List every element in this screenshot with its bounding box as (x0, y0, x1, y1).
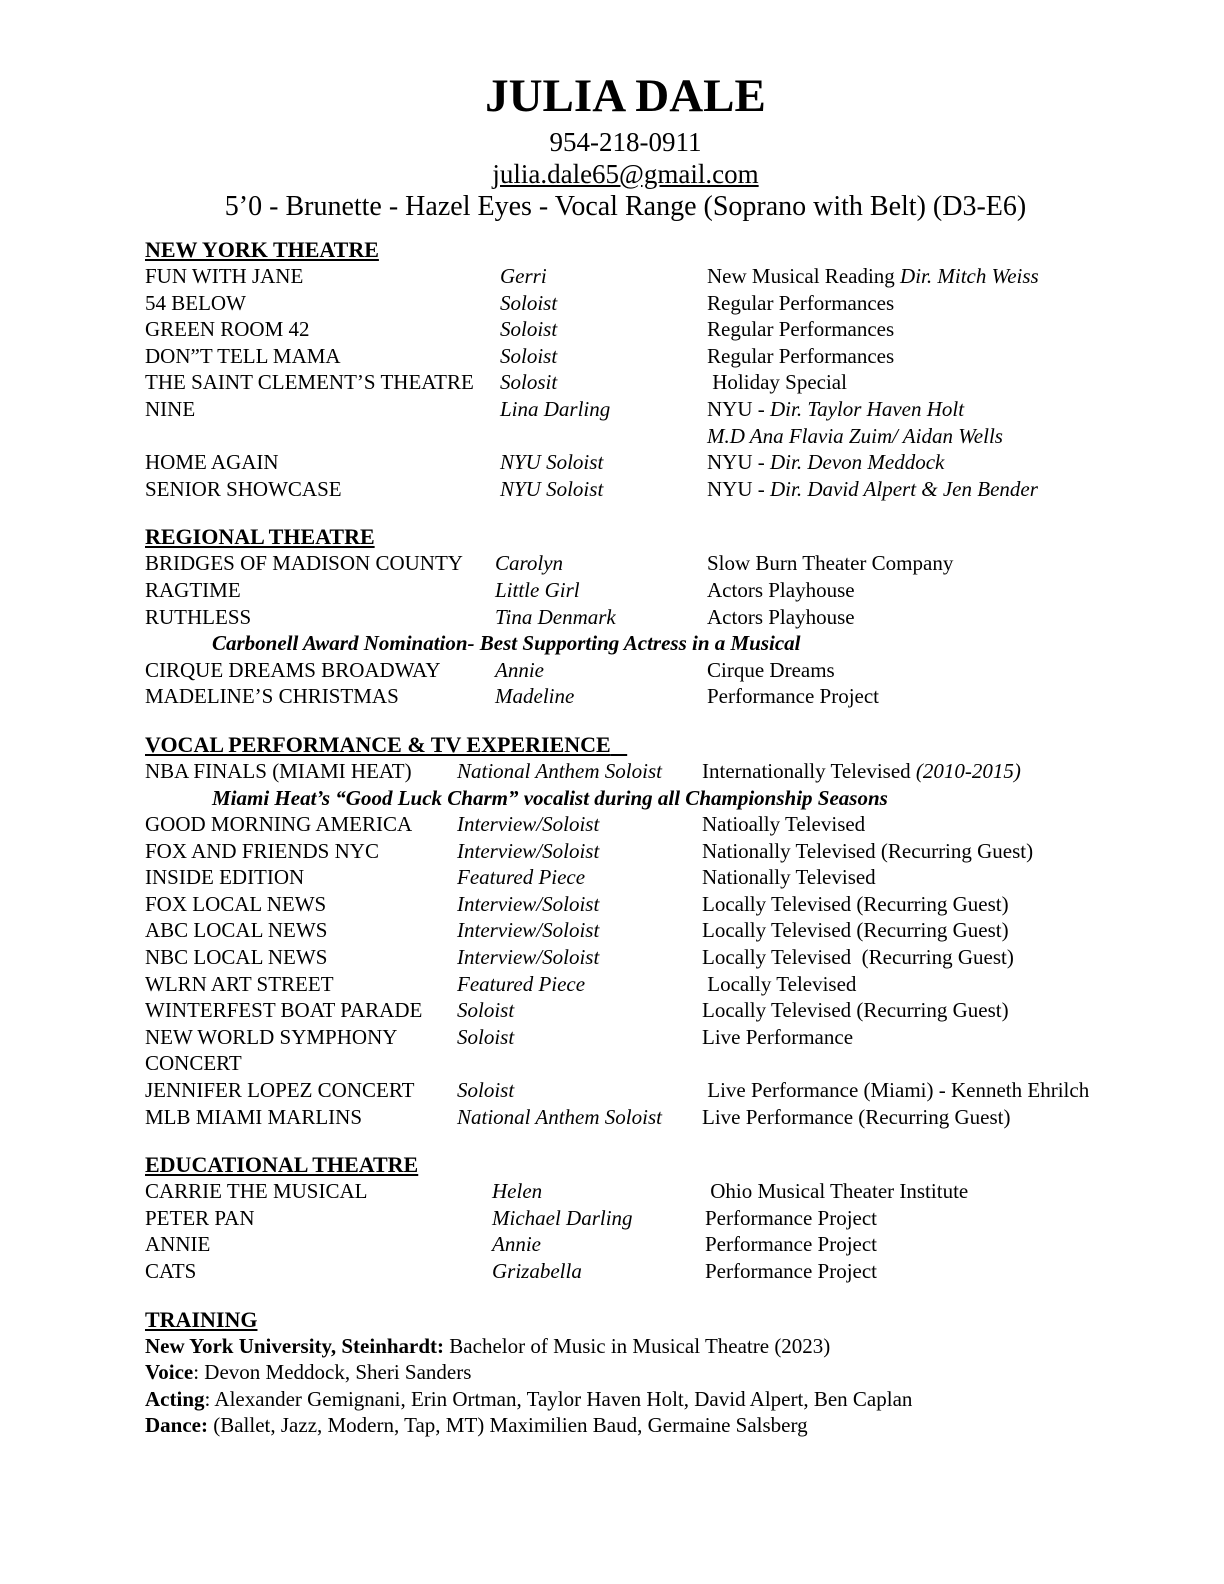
credit-row (145, 1050, 1106, 1077)
role-name: Solosit (500, 370, 558, 395)
credit-detail (702, 917, 1106, 944)
credit-detail-italic: (2010-2015) (915, 758, 1021, 783)
credit-row (145, 891, 1106, 918)
credit-row (145, 811, 1106, 838)
role-name: Annie (492, 1232, 541, 1257)
training-label: Dance: (145, 1413, 208, 1438)
credit-detail (707, 550, 1106, 577)
production-title: PETER PAN (145, 1205, 255, 1230)
credit-detail (707, 577, 1106, 604)
section-vocal-tv-experience (145, 731, 1106, 1130)
credit-row (145, 683, 1106, 710)
credit-row (145, 1231, 1106, 1258)
role-name: Helen (492, 1179, 543, 1204)
production-title: GREEN ROOM 42 (145, 317, 310, 342)
credit-detail-text: Performance Project (707, 684, 880, 709)
credit-row (145, 1024, 1106, 1051)
credit-row (145, 944, 1106, 971)
credit-detail-text: Regular Performances (707, 343, 895, 368)
production-title: CONCERT (145, 1051, 242, 1076)
training-label: Acting (145, 1386, 205, 1411)
training-text: : Devon Meddock, Sheri Sanders (193, 1360, 472, 1385)
role-name: Interview/Soloist (457, 918, 600, 943)
credit-detail (707, 657, 1106, 684)
role-name: NYU Soloist (500, 450, 604, 475)
credit-detail-italic: Dir. David Alpert & Jen Bender (770, 476, 1038, 501)
credit-row (145, 423, 1106, 450)
credit-detail-text: Locally Televised (702, 971, 857, 996)
role-name (500, 423, 707, 450)
honor-note: Carbonell Award Nomination- Best Supporting Actress in a Musical (212, 631, 801, 656)
credit-detail-text: Nationally Televised (Recurring Guest) (702, 838, 1034, 863)
production-title: RAGTIME (145, 577, 241, 602)
role-name: Featured Piece (457, 971, 586, 996)
rows-regional-theatre (145, 550, 1106, 710)
credit-detail-text: Natioally Televised (702, 812, 866, 837)
credit-detail-text: Live Performance (Miami) - Kenneth Ehrilch (702, 1078, 1090, 1103)
training-label: New York University, Steinhardt: (145, 1333, 445, 1358)
training-line (145, 1386, 1106, 1413)
role-name: Soloist (500, 317, 558, 342)
credit-detail (707, 316, 1106, 343)
credit-row (145, 290, 1106, 317)
role-name: Lina Darling (500, 396, 611, 421)
credit-row (145, 997, 1106, 1024)
production-title: CARRIE THE MUSICAL (145, 1179, 368, 1204)
role-name: Soloist (500, 343, 558, 368)
role-name: Michael Darling (492, 1205, 633, 1230)
role-name: Featured Piece (457, 865, 586, 890)
credit-detail-text: Performance Project (705, 1205, 878, 1230)
role-name: Tina Denmark (495, 604, 616, 629)
role-name: Annie (495, 657, 544, 682)
production-title: FOX LOCAL NEWS (145, 891, 327, 916)
production-title: FUN WITH JANE (145, 264, 304, 288)
credit-detail (705, 1178, 1106, 1205)
section-title-new-york-theatre: NEW YORK THEATRE (145, 237, 379, 262)
section-educational-theatre (145, 1151, 1106, 1284)
role-name: Interview/Soloist (457, 812, 600, 837)
phone-number: 954-218-0911 (549, 127, 702, 157)
role-name: Soloist (500, 290, 558, 315)
email-link[interactable]: julia.dale65@gmail.com (492, 159, 759, 189)
credit-detail-text: Locally Televised (Recurring Guest) (702, 945, 1014, 970)
production-title: ANNIE (145, 1232, 211, 1257)
credit-row (145, 263, 1106, 290)
credit-row (145, 316, 1106, 343)
training-text: (Ballet, Jazz, Modern, Tap, MT) Maximilien Baud, Germaine Salsberg (207, 1413, 808, 1438)
production-title: RUTHLESS (145, 604, 252, 629)
rows-vocal-tv-experience (145, 758, 1106, 1130)
production-title: HOME AGAIN (145, 450, 279, 475)
credit-detail (702, 971, 1106, 998)
role-name: Interview/Soloist (457, 838, 600, 863)
credit-row (145, 550, 1106, 577)
credit-detail (702, 1050, 1106, 1077)
credit-detail (702, 1024, 1106, 1051)
credit-detail-text: Performance Project (705, 1232, 878, 1257)
production-title: SENIOR SHOWCASE (145, 476, 342, 501)
role-name: Little Girl (495, 577, 580, 602)
credit-row (145, 449, 1106, 476)
credit-detail-text: NYU - (707, 476, 770, 501)
credit-row (145, 657, 1106, 684)
credit-detail (702, 838, 1106, 865)
resume-header (145, 70, 1106, 224)
credit-detail-text: Locally Televised (Recurring Guest) (702, 918, 1009, 943)
credit-row (145, 369, 1106, 396)
production-title: 54 BELOW (145, 290, 246, 315)
production-title: ABC LOCAL NEWS (145, 918, 328, 943)
credit-detail-text: Holiday Special (707, 370, 847, 395)
role-name: Madeline (495, 684, 575, 709)
credit-detail-text: Actors Playhouse (707, 577, 855, 602)
credit-detail (705, 1205, 1106, 1232)
role-name: Soloist (457, 1078, 515, 1103)
credit-row (145, 577, 1106, 604)
credit-row (145, 917, 1106, 944)
credit-detail-text: Ohio Musical Theater Institute (705, 1179, 969, 1204)
credit-detail (707, 423, 1106, 450)
credit-detail (707, 476, 1106, 503)
training-line (145, 1333, 1106, 1360)
credit-detail (702, 758, 1106, 785)
credit-detail-text: Actors Playhouse (707, 604, 855, 629)
production-title: MADELINE’S CHRISTMAS (145, 684, 399, 709)
section-new-york-theatre (145, 236, 1106, 502)
credit-detail-text: Locally Televised (Recurring Guest) (702, 998, 1009, 1023)
credit-row (145, 838, 1106, 865)
role-name: Soloist (457, 1024, 515, 1049)
credit-detail (705, 1258, 1106, 1285)
production-title: INSIDE EDITION (145, 865, 305, 890)
personal-stats: 5’0 - Brunette - Hazel Eyes - Vocal Range (Soprano with Belt) (D3-E6) (224, 191, 1027, 222)
production-title: NEW WORLD SYMPHONY (145, 1024, 398, 1049)
section-title-training: TRAINING (145, 1306, 258, 1332)
production-title: JENNIFER LOPEZ CONCERT (145, 1078, 415, 1103)
credit-detail (702, 1104, 1106, 1131)
credit-row (145, 604, 1106, 631)
production-title: DON”T TELL MAMA (145, 343, 341, 368)
training-label: Voice (145, 1360, 194, 1385)
credit-detail (702, 997, 1106, 1024)
role-name: Interview/Soloist (457, 945, 600, 970)
training-lines (145, 1333, 1106, 1439)
credit-detail-text: NYU - (707, 450, 770, 475)
credit-row (145, 1104, 1106, 1131)
role-name: Carolyn (495, 551, 564, 576)
production-title: NBC LOCAL NEWS (145, 945, 328, 970)
section-title-vocal-tv-experience: VOCAL PERFORMANCE & TV EXPERIENCE (145, 731, 611, 757)
credit-detail (702, 944, 1106, 971)
training-text: Bachelor of Music in Musical Theatre (2023) (444, 1333, 831, 1358)
credit-detail-italic: Dir. Devon Meddock (770, 450, 945, 475)
credit-detail (702, 1077, 1106, 1104)
credit-detail (702, 864, 1106, 891)
credit-detail-text: Regular Performances (707, 290, 895, 315)
role-name: Interview/Soloist (457, 891, 600, 916)
role-name: Grizabella (492, 1259, 582, 1283)
production-title: GOOD MORNING AMERICA (145, 812, 413, 837)
credit-row (145, 1258, 1106, 1285)
performer-name: JULIA DALE (485, 70, 766, 122)
training-text: : Alexander Gemignani, Erin Ortman, Taylor Haven Holt, David Alpert, Ben Caplan (204, 1386, 913, 1411)
production-title: NINE (145, 396, 196, 421)
production-title: FOX AND FRIENDS NYC (145, 838, 379, 863)
credit-detail (707, 604, 1106, 631)
rows-educational-theatre (145, 1178, 1106, 1284)
training-line (145, 1359, 1106, 1386)
production-title: MLB MIAMI MARLINS (145, 1104, 363, 1129)
credit-detail (702, 811, 1106, 838)
credit-detail-italic: Dir. Mitch Weiss (900, 264, 1039, 288)
credit-row (145, 971, 1106, 998)
credit-detail-text: Live Performance (702, 1024, 854, 1049)
credit-row (145, 864, 1106, 891)
credit-detail-text: Locally Televised (Recurring Guest) (702, 891, 1009, 916)
credit-detail-text: Internationally Televised (702, 758, 916, 783)
credit-detail-text: Regular Performances (707, 317, 895, 342)
credit-detail-text: Slow Burn Theater Company (707, 551, 954, 576)
role-name: NYU Soloist (500, 476, 604, 501)
credit-detail (707, 683, 1106, 710)
credit-detail (707, 290, 1106, 317)
credit-detail (707, 396, 1106, 423)
role-name (457, 1050, 702, 1077)
credit-detail (707, 449, 1106, 476)
credit-detail-text: Nationally Televised (702, 865, 876, 890)
training-line (145, 1412, 1106, 1439)
credit-detail (707, 343, 1106, 370)
production-title: THE SAINT CLEMENT’S THEATRE (145, 370, 474, 395)
credit-row (145, 758, 1106, 785)
section-title-regional-theatre: REGIONAL THEATRE (145, 524, 375, 550)
production-title: CATS (145, 1259, 197, 1283)
production-title: WINTERFEST BOAT PARADE (145, 998, 423, 1023)
credit-row (145, 343, 1106, 370)
rows-new-york-theatre (145, 263, 1106, 502)
credit-detail-italic: M.D Ana Flavia Zuim/ Aidan Wells (707, 423, 1003, 448)
credit-row (145, 1178, 1106, 1205)
role-name: Soloist (457, 998, 515, 1023)
section-title-educational-theatre: EDUCATIONAL THEATRE (145, 1152, 419, 1178)
production-title: BRIDGES OF MADISON COUNTY (145, 551, 463, 576)
section-regional-theatre (145, 523, 1106, 710)
credit-detail-text: Cirque Dreams (707, 657, 835, 682)
credit-row (145, 1077, 1106, 1104)
credit-row (145, 1205, 1106, 1232)
email-line (145, 158, 1106, 190)
honor-note: Miami Heat’s “Good Luck Charm” vocalist during all Championship Seasons (212, 785, 888, 810)
role-name: National Anthem Soloist (457, 758, 662, 783)
credit-detail-text: Live Performance (Recurring Guest) (702, 1104, 1011, 1129)
production-title (145, 423, 500, 450)
role-name: National Anthem Soloist (457, 1104, 662, 1129)
credit-row (145, 476, 1106, 503)
credit-detail-italic: Dir. Taylor Haven Holt (770, 396, 965, 421)
production-title: CIRQUE DREAMS BROADWAY (145, 657, 441, 682)
credit-detail-text: NYU - (707, 396, 770, 421)
production-title: WLRN ART STREET (145, 971, 334, 996)
credit-detail-text: New Musical Reading (707, 264, 901, 288)
credit-detail (705, 1231, 1106, 1258)
credit-detail (707, 369, 1106, 396)
credit-row (145, 396, 1106, 423)
production-title: NBA FINALS (MIAMI HEAT) (145, 758, 412, 783)
section-training (145, 1306, 1106, 1439)
credit-detail-text: Performance Project (705, 1259, 878, 1283)
role-name: Gerri (500, 264, 547, 288)
credit-detail (702, 891, 1106, 918)
credit-detail (707, 263, 1106, 290)
